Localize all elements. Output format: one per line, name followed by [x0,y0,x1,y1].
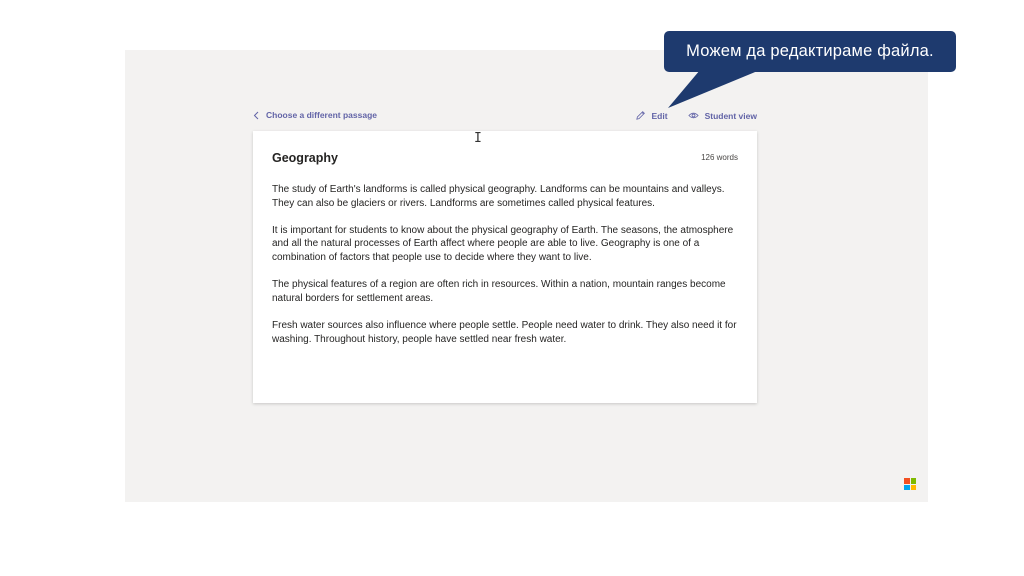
student-view-label: Student view [704,110,757,121]
passage-paragraph: The study of Earth's landforms is called physical geography. Landforms can be mountains and valleys. They can also be glaciers or rivers. Landforms are sometimes called physical features. [272,184,725,209]
passage-toolbar [253,110,757,126]
word-count: 126 words [701,153,738,162]
pencil-icon [635,110,646,121]
eye-icon [688,110,699,121]
passage-paragraph: The physical features of a region are often rich in resources. Within a nation, mountain ranges become natural borders for settlement areas. [272,279,726,304]
passage-title: Geography [272,151,338,165]
passage-paragraph: Fresh water sources also influence where people settle. People need water to drink. They also need it for washing. Throughout history, people have settled near fresh water. [272,319,737,345]
passage-text[interactable] [272,183,742,360]
reading-app-stage [125,50,928,502]
edit-button[interactable] [635,110,668,121]
student-view-button[interactable] [688,110,757,121]
passage-card [253,131,757,403]
callout-text: Можем да редактираме файла. [686,42,934,60]
microsoft-logo-icon [904,478,916,490]
passage-actions [635,110,758,121]
callout-tooltip [664,31,956,72]
back-link-label: Choose a different passage [266,110,378,120]
chevron-left-icon [253,111,260,120]
text-cursor-icon: I [474,131,482,146]
passage-paragraph: It is important for students to know about the physical geography of Earth. The seasons, the atmosphere and all the natural processes of Earth affect where people are able to live. Geography is one of a combination of factors that people use to decide where they want to live. [272,224,734,263]
edit-label: Edit [651,110,668,121]
choose-different-passage-link[interactable] [253,110,377,120]
